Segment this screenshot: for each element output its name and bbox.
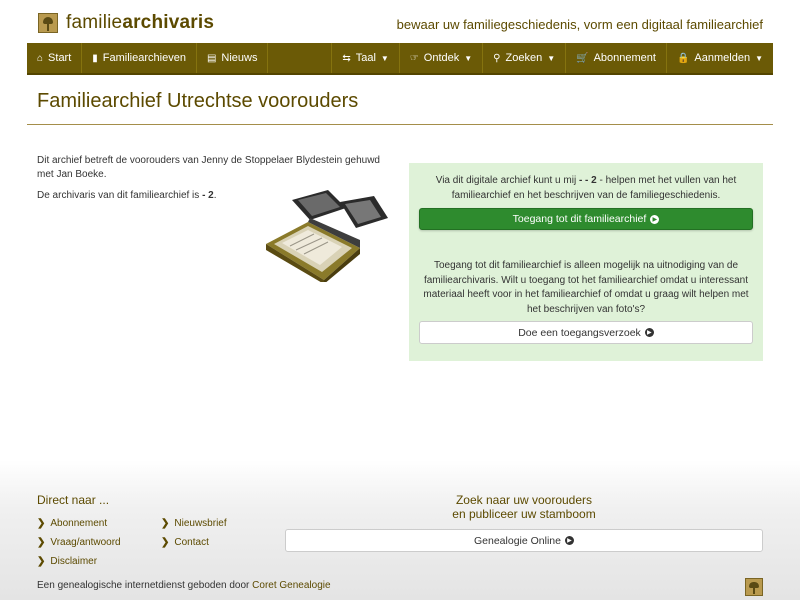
title-divider: [27, 124, 773, 125]
genealogy-search-title: Zoek naar uw voorouders en publiceer uw stamboom: [452, 493, 596, 521]
language-icon: ⇆: [342, 52, 351, 64]
nav-ontdek[interactable]: ☞ Ontdek ▼: [400, 43, 483, 73]
nav-spacer: [268, 43, 332, 73]
book-icon: ▮: [92, 52, 98, 64]
hand-pointer-icon: ☞: [409, 52, 419, 64]
nav-nieuws[interactable]: ▤ Nieuws: [197, 43, 269, 73]
home-icon: ⌂: [37, 52, 44, 64]
access-archive-button[interactable]: Toegang tot dit familiearchief ▶: [419, 208, 753, 230]
nav-zoeken[interactable]: ⚲ Zoeken ▼: [483, 43, 566, 73]
chevron-circle-right-icon: ▶: [565, 536, 574, 545]
footer-link-nieuwsbrief[interactable]: ❯ Nieuwsbrief: [161, 518, 227, 529]
chevron-right-icon: ❯: [161, 518, 170, 529]
logo-text: familiearchivaris: [66, 12, 215, 33]
access-request-button[interactable]: Doe een toegangsverzoek ▶: [419, 321, 753, 344]
footer-link-vraag-antwoord[interactable]: ❯ Vraag/antwoord: [37, 537, 121, 548]
chevron-circle-right-icon: ▶: [650, 215, 659, 224]
main-nav: [27, 43, 773, 75]
footer-credit: Een genealogische internetdienst geboden door Coret Genealogie: [37, 580, 331, 591]
newspaper-icon: ▤: [206, 52, 217, 64]
tree-logo-icon: [38, 13, 58, 33]
nav-familiearchieven[interactable]: ▮ Familiearchieven: [82, 43, 197, 73]
search-icon: ⚲: [493, 52, 501, 64]
site-header: [0, 0, 800, 44]
cart-icon: 🛒: [576, 52, 589, 64]
site-footer: [0, 460, 800, 600]
coret-genealogie-link[interactable]: Coret Genealogie: [252, 580, 331, 591]
chevron-right-icon: ❯: [37, 518, 46, 529]
chevron-right-icon: ❯: [37, 556, 46, 567]
footer-link-abonnement[interactable]: ❯ Abonnement: [37, 518, 108, 529]
chevron-down-icon: ▼: [755, 53, 763, 63]
chevron-right-icon: ❯: [161, 537, 170, 548]
lock-icon: 🔒: [676, 52, 690, 64]
footer-link-contact[interactable]: ❯ Contact: [161, 537, 209, 548]
tagline: bewaar uw familiegeschiedenis, vorm een digitaal familiearchief: [396, 17, 763, 32]
chevron-down-icon: ▼: [464, 53, 473, 63]
chevron-down-icon: ▼: [380, 53, 389, 63]
genealogie-online-button[interactable]: Genealogie Online ▶: [285, 529, 763, 552]
help-text: Via dit digitale archief kunt u mij - - 2 - helpen met het vullen van het familiearchief en het beschrijven van de familiegeschiedenis.: [435, 175, 737, 201]
site-logo[interactable]: [38, 12, 214, 34]
page-title: Familiearchief Utrechtse voorouders: [37, 90, 359, 112]
nav-taal[interactable]: ⇆ Taal ▼: [332, 43, 400, 73]
nav-abonnement[interactable]: 🛒 Abonnement: [566, 43, 667, 73]
chevron-down-icon: ▼: [547, 53, 556, 63]
archivist-text: De archivaris van dit familiearchief is - 2.: [37, 190, 217, 201]
archive-box-image: [264, 188, 390, 282]
chevron-circle-right-icon: ▶: [645, 328, 654, 337]
description-text: Dit archief betreft de voorouders van Jenny de Stoppelaer Blydestein gehuwd met Jan Boeke.: [37, 155, 380, 180]
chevron-right-icon: ❯: [37, 537, 46, 548]
nav-start[interactable]: ⌂ Start: [27, 43, 82, 73]
access-panel: [409, 163, 763, 361]
nav-aanmelden[interactable]: 🔒 Aanmelden ▼: [676, 52, 763, 64]
tree-logo-icon[interactable]: [745, 578, 763, 596]
access-info-text: Toegang tot dit familiearchief is alleen mogelijk na uitnodiging van de familiearchivaris. Wilt u toegang tot het familiearchief omdat u interessant materiaal heeft voor in het familiearchief of omdat u graag wilt helpen met het beschrijven van foto's?: [423, 260, 749, 315]
direct-links-title: Direct naar ...: [37, 493, 110, 507]
footer-link-disclaimer[interactable]: ❯ Disclaimer: [37, 556, 98, 567]
